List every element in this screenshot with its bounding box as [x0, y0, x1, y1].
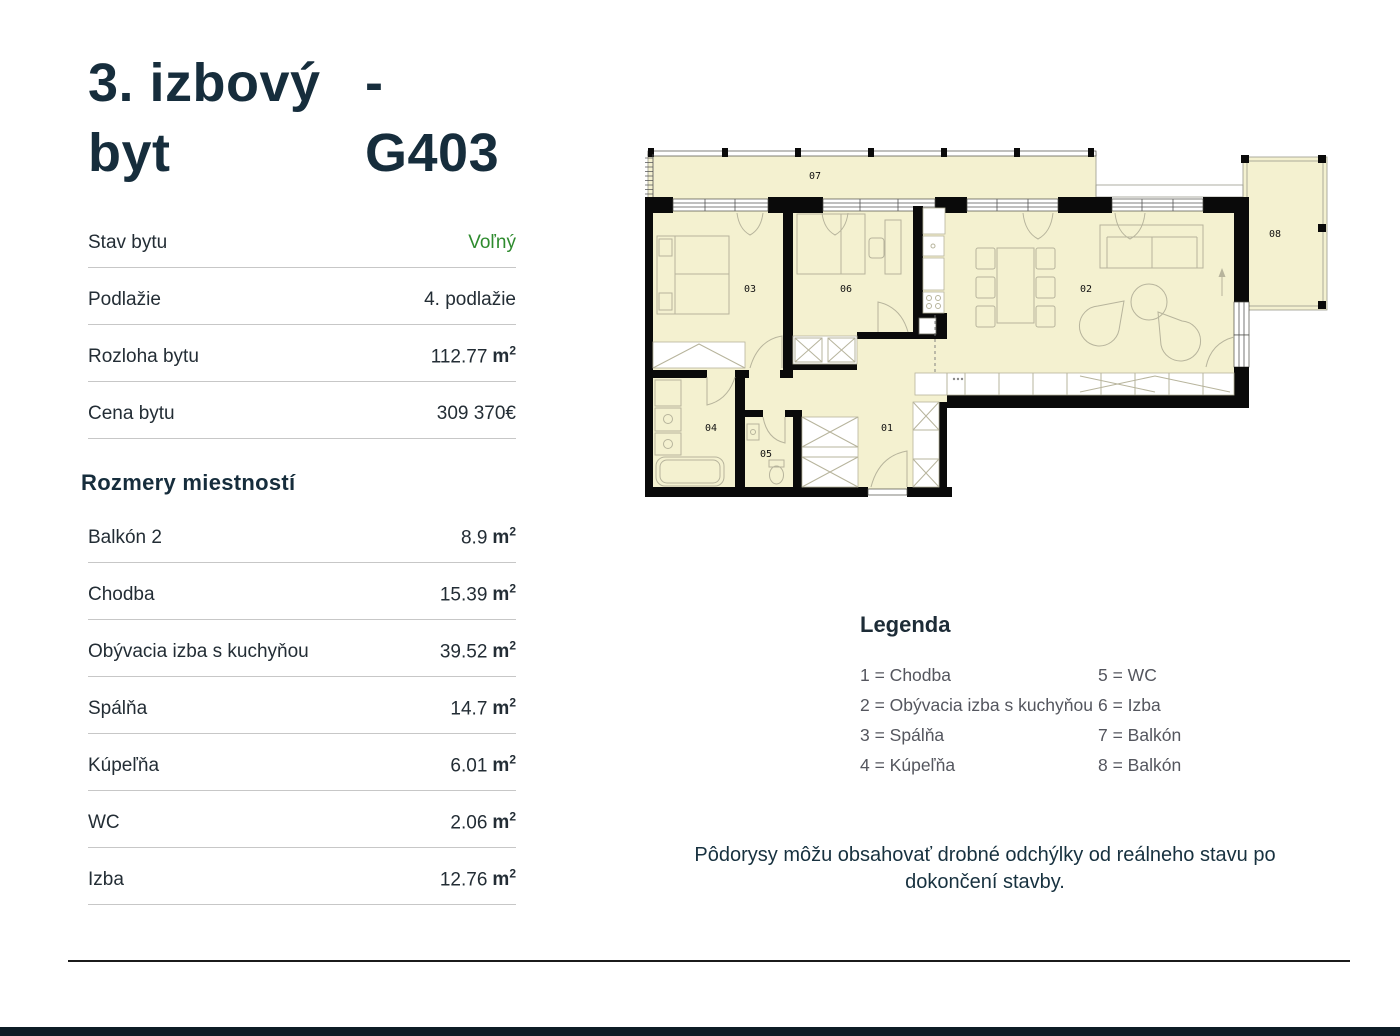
page-title [88, 48, 520, 188]
status-value: Voľný [468, 232, 516, 253]
row-label: Podlažie [88, 289, 161, 310]
legend-item: 4 = Kúpeľňa [860, 755, 956, 775]
row-value: 112.77 $m^2$ [430, 343, 516, 367]
table-row-wc [88, 791, 516, 848]
row-value: 39.52 $m^2$ [439, 638, 516, 662]
table-row-spalna [88, 677, 516, 734]
row-value: 12.76 $m^2$ [439, 866, 516, 890]
table-row-area [88, 325, 516, 382]
room-dimensions-table [88, 506, 516, 905]
balcony-07 [645, 148, 1096, 200]
row-label: Izba [88, 869, 124, 890]
row-label: Rozloha bytu [88, 346, 199, 367]
legend-item: 2 = Obývacia izba s kuchyňou [860, 695, 1093, 715]
row-label: Cena bytu [88, 403, 175, 424]
row-label: Stav bytu [88, 232, 168, 253]
room-label-04: 04 [704, 423, 718, 434]
row-value: 2.06 $m^2$ [450, 809, 516, 833]
room-label-01: 01 [880, 423, 894, 434]
apartment-info-table [88, 211, 516, 439]
rooms-section-heading: Rozmery miestností [81, 470, 296, 495]
legend-item: 3 = Spálňa [860, 725, 945, 745]
bottom-divider [68, 960, 1350, 962]
legend-column-1 [860, 660, 1100, 780]
row-label: Kúpeľňa [88, 755, 160, 776]
legend-column-2 [1098, 660, 1308, 780]
room-label-06: 06 [839, 284, 853, 295]
room-label-03: 03 [743, 284, 757, 295]
room-label-02: 02 [1079, 284, 1093, 295]
table-row-obyvacia [88, 620, 516, 677]
row-value: 309 370€ [436, 403, 516, 424]
table-row-floor [88, 268, 516, 325]
table-row-status [88, 211, 516, 268]
table-row-izba [88, 848, 516, 905]
room-label-05: 05 [759, 449, 773, 460]
row-label: Chodba [88, 584, 155, 605]
table-row-price [88, 382, 516, 439]
page-title-type: 3. izbový byt [88, 53, 321, 183]
row-label: WC [88, 812, 120, 833]
legend-item: 7 = Balkón [1098, 725, 1182, 745]
table-row-kupelna [88, 734, 516, 791]
disclaimer-note: Pôdorysy môžu obsahovať drobné odchýlky od reálneho stavu po dokončení stavby. [694, 844, 1276, 893]
legend-item: 8 = Balkón [1098, 755, 1182, 775]
legend-heading: Legenda [860, 612, 951, 637]
row-value: 6.01 $m^2$ [450, 752, 516, 776]
row-value: 14.7 $m^2$ [450, 695, 516, 719]
table-row-balkon2 [88, 506, 516, 563]
floorplan-drawing [645, 140, 1335, 505]
legend-item: 1 = Chodba [860, 665, 951, 685]
row-label: Spálňa [88, 698, 148, 719]
footer-bar [0, 1027, 1400, 1036]
row-value: 15.39 $m^2$ [439, 581, 516, 605]
row-label: Obývacia izba s kuchyňou [88, 641, 309, 662]
legend-item: 5 = WC [1098, 665, 1157, 685]
row-label: Balkón 2 [88, 527, 162, 548]
room-label-08: 08 [1268, 229, 1282, 240]
table-row-chodba [88, 563, 516, 620]
row-value: 4. podlažie [424, 289, 516, 310]
page-title-code: - G403 [365, 53, 500, 183]
room-label-07: 07 [808, 171, 822, 182]
row-value: 8.9 $m^2$ [460, 524, 516, 548]
legend-item: 6 = Izba [1098, 695, 1161, 715]
